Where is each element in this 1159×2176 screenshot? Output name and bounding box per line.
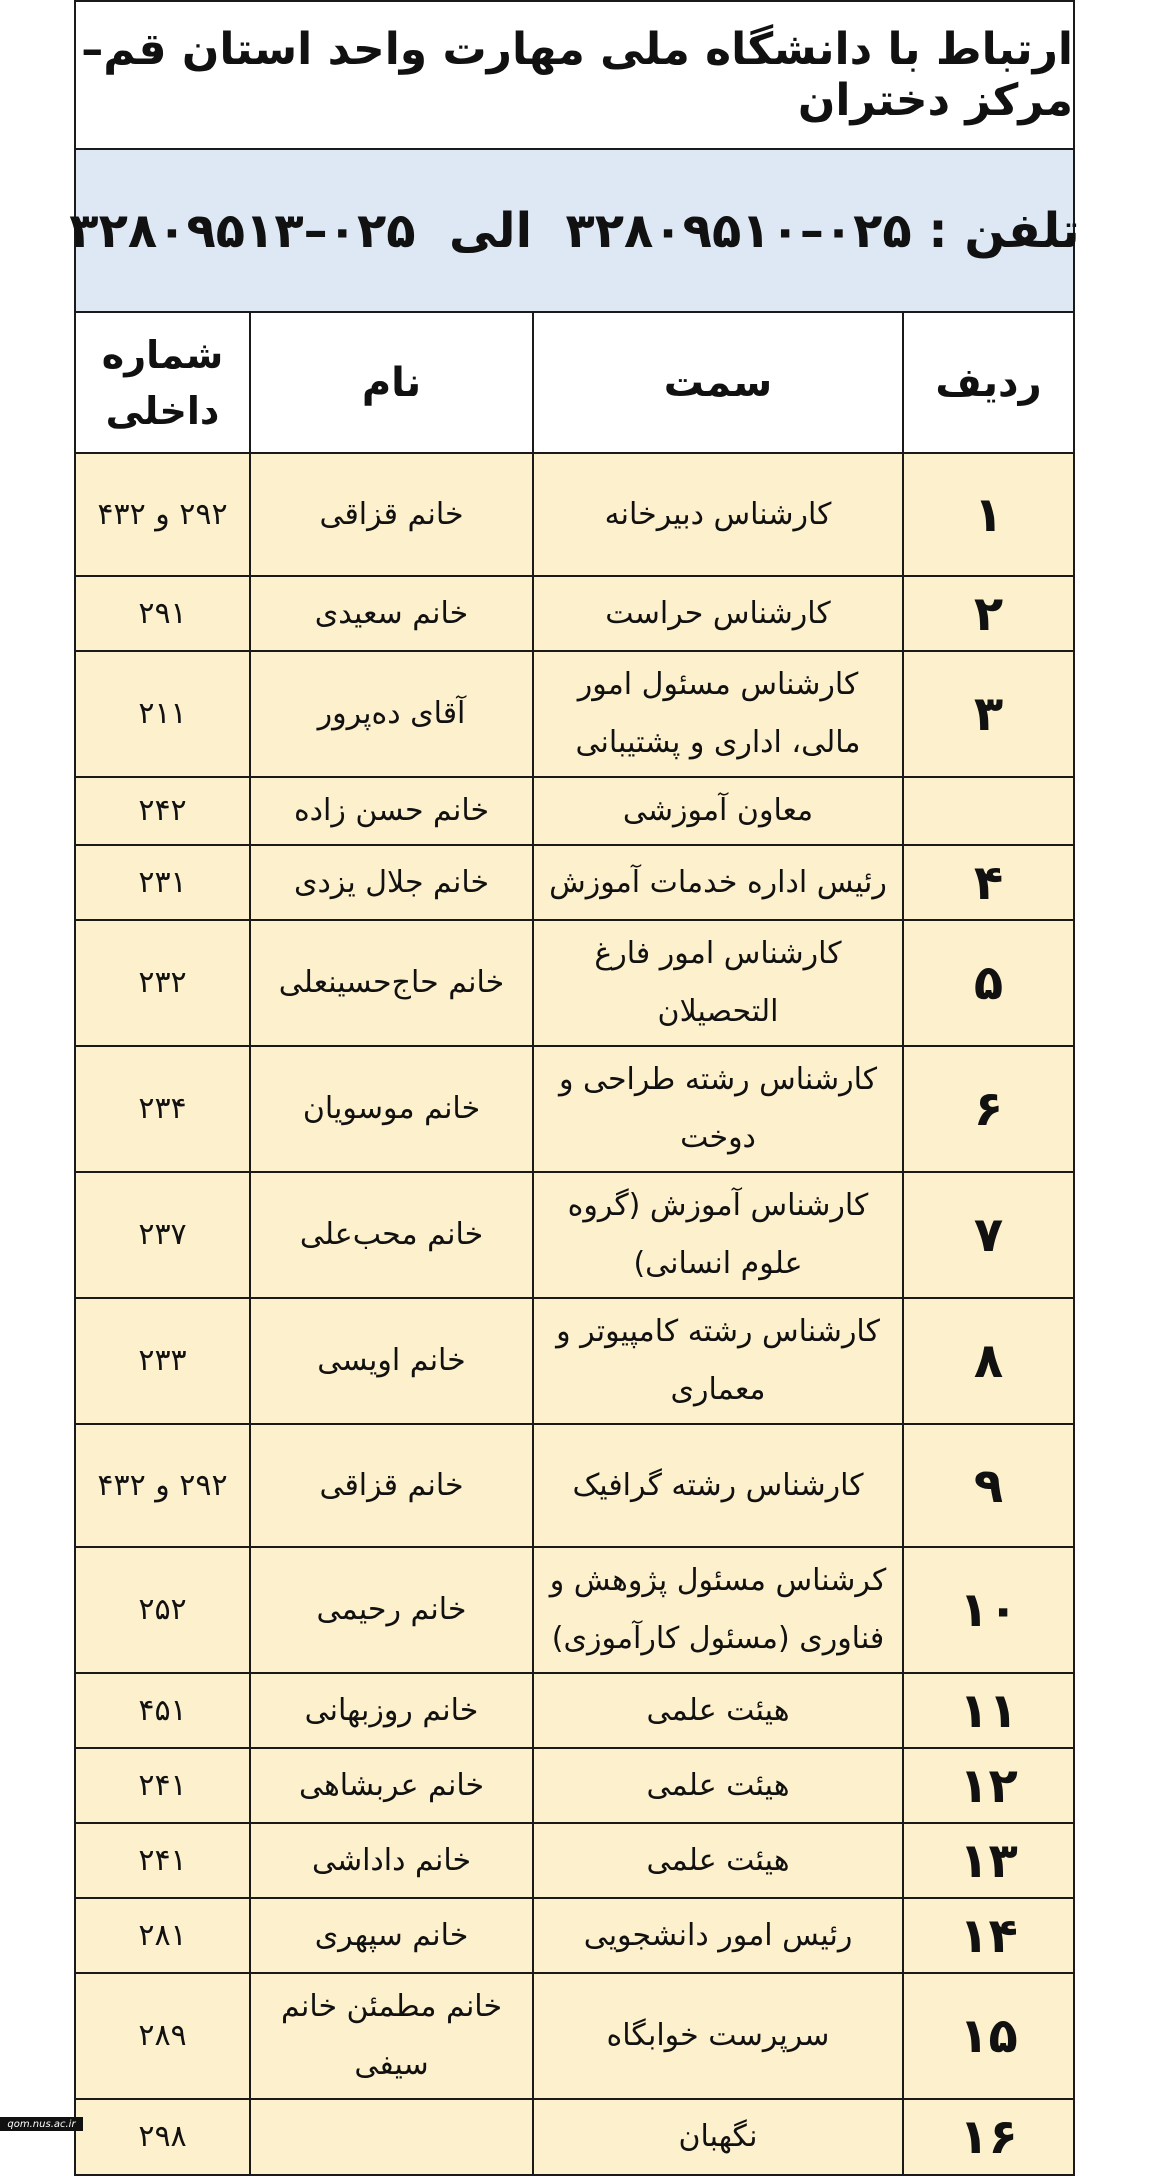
table-row — [76, 1973, 1073, 2099]
name-cell: خانم عربشاهی — [250, 1748, 533, 1823]
position-cell: کارشناس امور فارغ التحصیلان — [533, 920, 903, 1046]
extension-cell: ۲۹۱ — [76, 576, 250, 651]
table-row — [76, 845, 1073, 920]
table-row — [76, 1898, 1073, 1973]
phone-banner: تلفن : ۰۲۵–۳۲۸۰۹۵۱۰ الی ۰۲۵–۳۲۸۰۹۵۱۳ — [76, 150, 1073, 313]
name-cell: خانم سپهری — [250, 1898, 533, 1973]
extension-cell: ۲۹۸ — [76, 2099, 250, 2174]
position-cell: نگهبان — [533, 2099, 903, 2174]
position-cell: کارشناس رشته کامپیوتر و معماری — [533, 1298, 903, 1424]
row-number: ۷ — [903, 1172, 1073, 1298]
table-row — [76, 1673, 1073, 1748]
table-row — [76, 777, 1073, 845]
site-logo: qom.nus.ac.ir — [0, 2117, 83, 2131]
extension-cell: ۲۳۳ — [76, 1298, 250, 1424]
row-number: ۱۲ — [903, 1748, 1073, 1823]
name-cell: خانم جلال یزدی — [250, 845, 533, 920]
contact-table — [76, 313, 1073, 2174]
table-row — [76, 576, 1073, 651]
table-row — [76, 1298, 1073, 1424]
table-row — [76, 453, 1073, 576]
position-cell: رئیس امور دانشجویی — [533, 1898, 903, 1973]
row-number — [903, 777, 1073, 845]
position-cell: هیئت علمی — [533, 1823, 903, 1898]
name-cell: خانم موسویان — [250, 1046, 533, 1172]
row-number: ۱ — [903, 453, 1073, 576]
name-cell: خانم قزاقی — [250, 453, 533, 576]
position-cell: کارشناس دبیرخانه — [533, 453, 903, 576]
row-number: ۱۴ — [903, 1898, 1073, 1973]
table-row — [76, 1424, 1073, 1547]
extension-cell: ۲۱۱ — [76, 651, 250, 777]
extension-cell: ۲۴۱ — [76, 1748, 250, 1823]
header-position: سمت — [533, 313, 903, 453]
table-row — [76, 2099, 1073, 2174]
extension-cell: ۲۳۷ — [76, 1172, 250, 1298]
position-cell: هیئت علمی — [533, 1673, 903, 1748]
row-number: ۶ — [903, 1046, 1073, 1172]
name-cell: خانم روزبهانی — [250, 1673, 533, 1748]
name-cell: خانم قزاقی — [250, 1424, 533, 1547]
header-extension — [76, 313, 250, 453]
position-cell: معاون آموزشی — [533, 777, 903, 845]
row-number: ۴ — [903, 845, 1073, 920]
row-number: ۳ — [903, 651, 1073, 777]
table-row — [76, 1823, 1073, 1898]
name-cell: خانم حسن زاده — [250, 777, 533, 845]
name-cell: خانم مطمئن خانم سیفی — [250, 1973, 533, 2099]
header-extension-line1: شماره — [101, 332, 224, 377]
table-row — [76, 1172, 1073, 1298]
table-row — [76, 1547, 1073, 1673]
row-number: ۱۰ — [903, 1547, 1073, 1673]
header-extension-line2: داخلی — [105, 388, 220, 433]
name-cell: خانم سعیدی — [250, 576, 533, 651]
extension-cell: ۲۳۲ — [76, 920, 250, 1046]
extension-cell: ۲۴۱ — [76, 1823, 250, 1898]
position-cell: کارشناس حراست — [533, 576, 903, 651]
position-cell: کارشناس رشته گرافیک — [533, 1424, 903, 1547]
position-cell: کارشناس مسئول امور مالی، اداری و پشتیبانی — [533, 651, 903, 777]
header-name: نام — [250, 313, 533, 453]
name-cell: خانم رحیمی — [250, 1547, 533, 1673]
table-row — [76, 920, 1073, 1046]
row-number: ۱۱ — [903, 1673, 1073, 1748]
name-cell: آقای ده‌پرور — [250, 651, 533, 777]
table-row — [76, 1046, 1073, 1172]
extension-cell: ۲۹۲ و ۴۳۲ — [76, 1424, 250, 1547]
extension-cell: ۴۵۱ — [76, 1673, 250, 1748]
name-cell — [250, 2099, 533, 2174]
row-number: ۸ — [903, 1298, 1073, 1424]
contact-sheet — [69, 0, 1080, 2176]
extension-cell: ۲۸۹ — [76, 1973, 250, 2099]
row-number: ۱۳ — [903, 1823, 1073, 1898]
page-title: ارتباط با دانشگاه ملی مهارت واحد استان قم– مرکز دختران — [76, 2, 1073, 150]
position-cell: سرپرست خوابگاه — [533, 1973, 903, 2099]
name-cell: خانم حاج‌حسینعلی — [250, 920, 533, 1046]
row-number: ۱۵ — [903, 1973, 1073, 2099]
position-cell: هیئت علمی — [533, 1748, 903, 1823]
extension-cell: ۲۴۲ — [76, 777, 250, 845]
row-number: ۱۶ — [903, 2099, 1073, 2174]
table-row — [76, 651, 1073, 777]
position-cell: کارشناس رشته طراحی و دوخت — [533, 1046, 903, 1172]
extension-cell: ۲۳۱ — [76, 845, 250, 920]
extension-cell: ۲۵۲ — [76, 1547, 250, 1673]
extension-cell: ۲۸۱ — [76, 1898, 250, 1973]
extension-cell: ۲۹۲ و ۴۳۲ — [76, 453, 250, 576]
header-row-number: ردیف — [903, 313, 1073, 453]
name-cell: خانم داداشی — [250, 1823, 533, 1898]
position-cell: کرشناس مسئول پژوهش و فناوری (مسئول کارآموزی) — [533, 1547, 903, 1673]
row-number: ۲ — [903, 576, 1073, 651]
table-row — [76, 1748, 1073, 1823]
position-cell: کارشناس آموزش (گروه علوم انسانی) — [533, 1172, 903, 1298]
table-header-row — [76, 313, 1073, 453]
name-cell: خانم محب‌علی — [250, 1172, 533, 1298]
row-number: ۵ — [903, 920, 1073, 1046]
row-number: ۹ — [903, 1424, 1073, 1547]
position-cell: رئیس اداره خدمات آموزش — [533, 845, 903, 920]
extension-cell: ۲۳۴ — [76, 1046, 250, 1172]
name-cell: خانم اویسی — [250, 1298, 533, 1424]
